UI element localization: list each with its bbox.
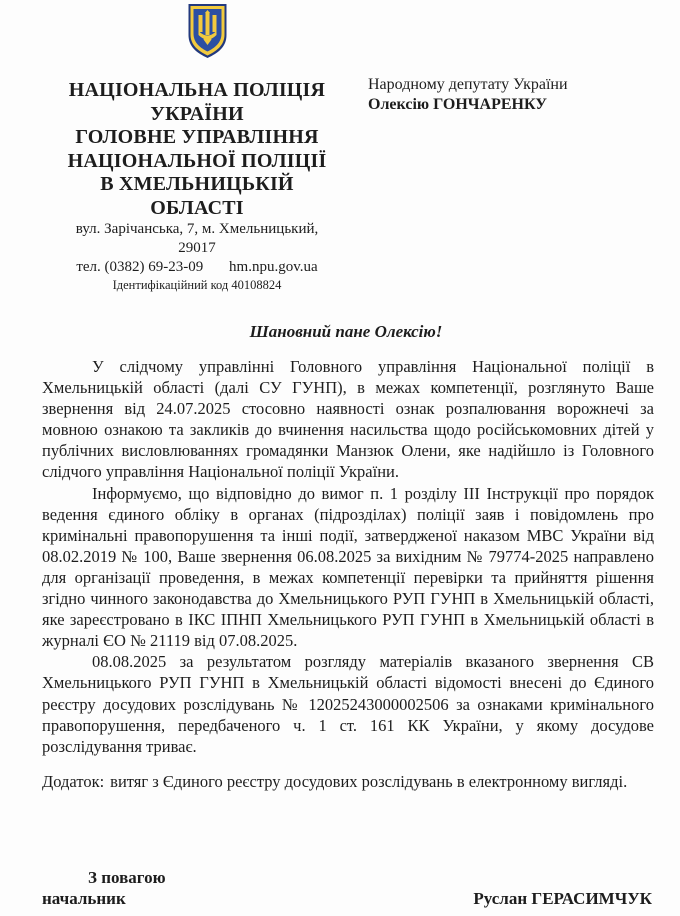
ukraine-coat-of-arms-icon <box>187 3 228 59</box>
org-name-line: В ХМЕЛЬНИЦЬКІЙ <box>100 173 294 195</box>
org-name-line: ОБЛАСТІ <box>150 196 244 219</box>
attachment-note <box>42 771 654 792</box>
recipient-title: Народному депутату України <box>368 76 568 93</box>
org-name-line: ГОЛОВНЕ УПРАВЛІННЯ <box>75 126 319 148</box>
salutation: Шановний пане Олексію! <box>249 322 443 341</box>
body-paragraph: У слідчому управлінні Головного управління Національної поліції в Хмельницькій області (далі СУ ГУНП), в межах компетенції, розглянуто Ваше звернення від 24.07.2025 стосовно наявності ознак розпалювання ворожнечі за мовною ознакою та закликів до вчинення насильства щодо російськомовних дітей у публічних висловлюваннях громадянки Манзюк Олени, яке надійшло із Головного слідчого управління Національної поліції України. <box>42 357 654 482</box>
body-paragraph: 08.08.2025 за результатом розгляду матеріалів вказаного звернення СВ Хмельницького РУП ГУНП в Хмельницькій області відомості внесені до Єдиного реєстру досудових розслідувань № 12025243000002506 за ознаками кримінального правопорушення, передбаченого ч. 1 ст. 161 КК України, у якому досудове розслідування триває. <box>42 652 654 756</box>
identification-code: Ідентифікаційний код 40108824 <box>112 278 282 292</box>
org-name-line: НАЦІОНАЛЬНОЇ ПОЛІЦІЇ <box>67 149 327 172</box>
signer-position: начальник <box>42 889 126 908</box>
recipient-name: Олексію ГОНЧАРЕНКУ <box>368 96 547 113</box>
website-address: hm.npu.gov.ua <box>229 259 318 275</box>
contact-line <box>34 258 360 277</box>
sender-letterhead <box>34 79 360 293</box>
attachment-text: витяг з Єдиного реєстру досудових розслідувань в електронному вигляді. <box>110 771 628 791</box>
phone-number: тел. (0382) 69-23-09 <box>76 259 204 275</box>
address-postcode: 29017 <box>178 240 216 256</box>
org-name-line: УКРАЇНИ <box>150 102 244 125</box>
letter-body <box>42 356 654 792</box>
address-street: вул. Зарічанська, 7, м. Хмельницький, <box>75 221 319 237</box>
body-paragraph: Інформуємо, що відповідно до вимог п. 1 розділу III Інструкції про порядок ведення єдиного обліку в органах (підрозділах) поліції заяв і повідомлень про кримінальні правопорушення та інші події, затвердженої наказом МВС України від 08.02.2019 № 100, Ваше звернення 06.08.2025 за вихідним № 79774-2025 направлено для організації проведення, в межах компетенції перевірки та прийняття рішення згідно чинного законодавства до Хмельницького РУП ГУНП в Хмельницькій області, яке зареєстровано в ІКС ІПНП Хмельницького РУП ГУНП в Хмельницькій області в журналі ЄО № 21119 від 07.08.2025. <box>42 483 654 651</box>
org-name-line: НАЦІОНАЛЬНА ПОЛІЦІЯ <box>68 79 326 101</box>
signer-name: Руслан ГЕРАСИМЧУК <box>473 889 652 908</box>
signature-row <box>42 889 652 909</box>
closing-phrase: З повагою <box>88 868 166 887</box>
recipient-block <box>368 75 648 115</box>
trident-shield-svg <box>187 3 228 59</box>
attachment-label: Додаток: <box>42 771 105 791</box>
